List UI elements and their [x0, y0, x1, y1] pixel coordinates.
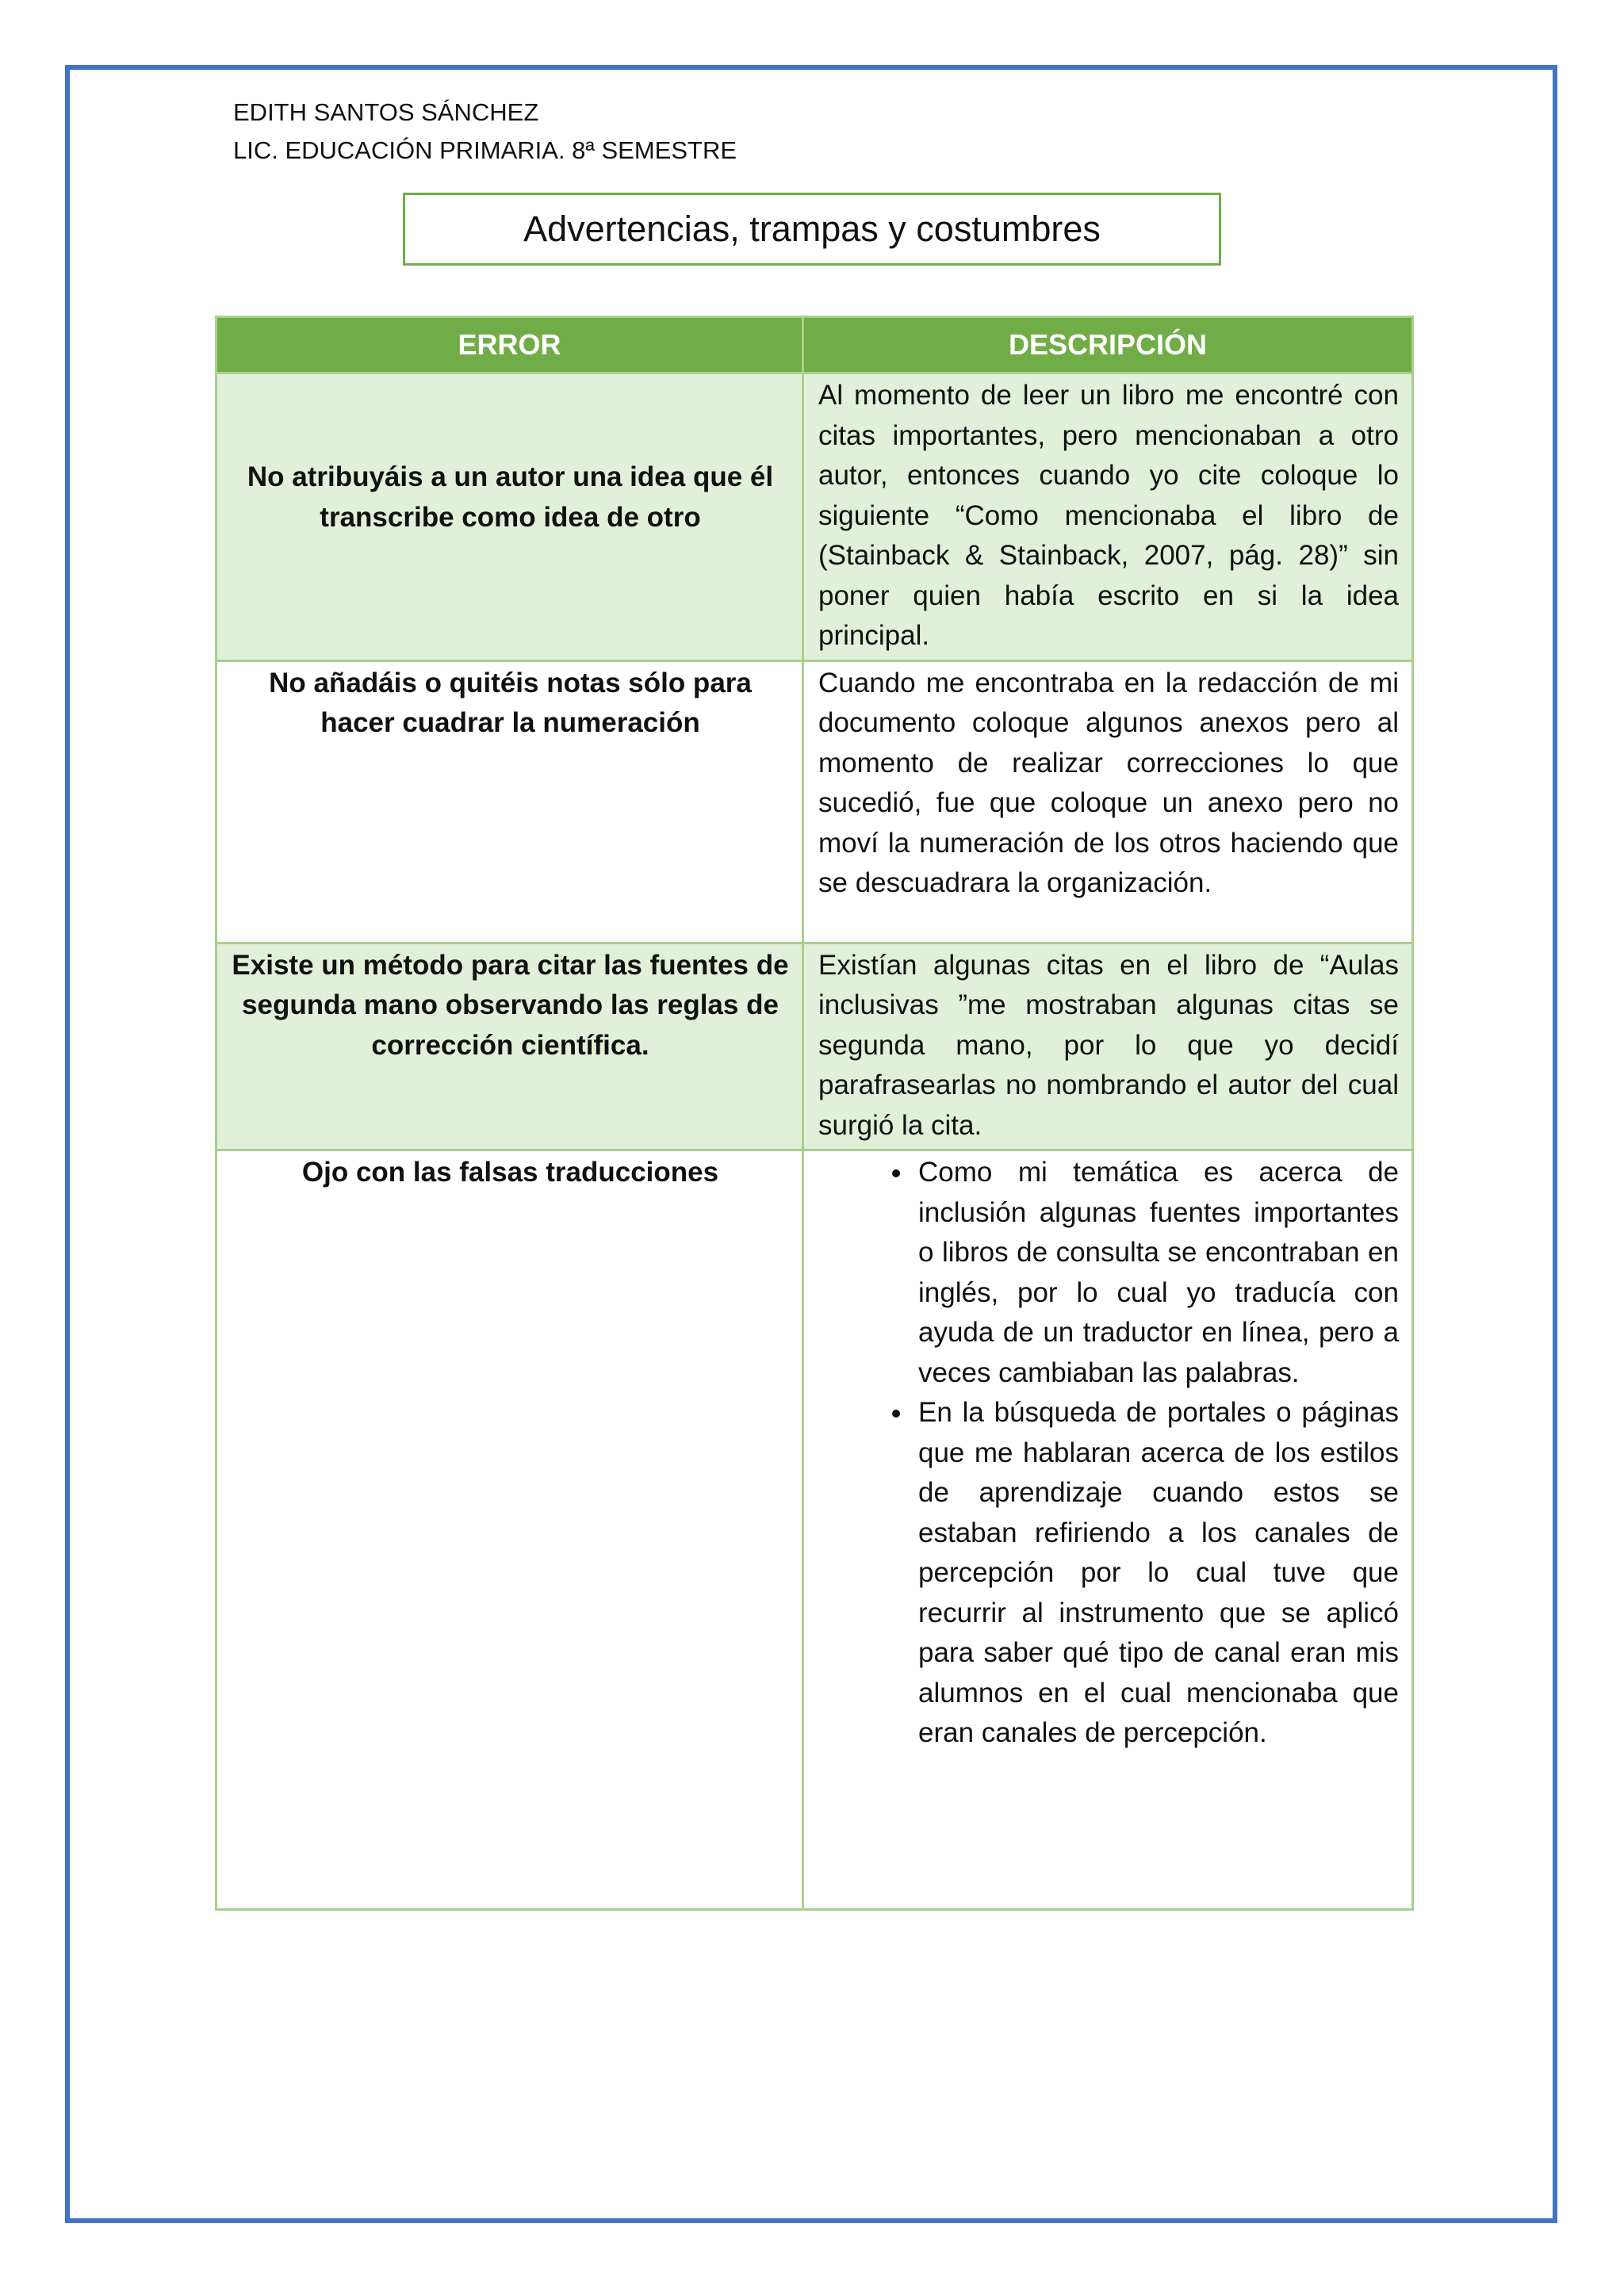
table-row: [216, 943, 1413, 1150]
table-header-row: [216, 317, 1413, 373]
header-error: ERROR: [216, 317, 803, 373]
bullet-list: [818, 1153, 1399, 1754]
bullet-item: • En la búsqueda de portales o páginas que me hablaran acerca de los estilos de aprendizaje cuando estos se estaban refiriendo a los canales de percepción por lo cual tuve que recurrir al instrumento que se aplicó para saber qué tipo de canal eran mis alumnos en el cual mencionaba que eran canales de percepción.: [914, 1393, 1399, 1754]
error-cell: Existe un método para citar las fuentes de segunda mano observando las reglas de corrección científica.: [216, 943, 803, 1150]
table-row: [216, 373, 1413, 661]
table-row: [216, 660, 1413, 943]
error-cell: No añadáis o quitéis notas sólo para hacer cuadrar la numeración: [216, 660, 803, 943]
author-block: [233, 94, 737, 170]
table-row: [216, 1150, 1413, 1910]
errors-table: [215, 316, 1414, 1911]
description-cell: [803, 1150, 1413, 1910]
description-cell: Cuando me encontraba en la redacción de mi documento coloque algunos anexos pero al momento de realizar correcciones lo que sucedió, fue que coloque un anexo pero no moví la numeración de los otros haciendo que se descuadrara la organización.: [803, 660, 1413, 943]
error-cell: No atribuyáis a un autor una idea que él transcribe como idea de otro: [216, 373, 803, 661]
header-description: DESCRIPCIÓN: [803, 317, 1413, 373]
document-title: Advertencias, trampas y costumbres: [403, 193, 1221, 266]
program-line: LIC. EDUCACIÓN PRIMARIA. 8ª SEMESTRE: [233, 136, 737, 164]
bullet-item: • Como mi temática es acerca de inclusión algunas fuentes importantes o libros de consulta se encontraban en inglés, por lo cual yo traducía con ayuda de un traductor en línea, pero a veces cambiaban las palabras.: [914, 1153, 1399, 1393]
description-cell: Existían algunas citas en el libro de “Aulas inclusivas ”me mostraban algunas citas se segunda mano, por lo que yo decidí parafrasearlas no nombrando el autor del cual surgió la cita.: [803, 943, 1413, 1150]
error-cell: Ojo con las falsas traducciones: [216, 1150, 803, 1910]
description-cell: Al momento de leer un libro me encontré con citas importantes, pero mencionaban a otro autor, entonces cuando yo cite coloque lo siguiente “Como mencionaba el libro de (Stainback & Stainback, 2007, pág. 28)” sin poner quien había escrito en si la idea principal.: [803, 373, 1413, 661]
author-name: EDITH SANTOS SÁNCHEZ: [233, 98, 539, 126]
